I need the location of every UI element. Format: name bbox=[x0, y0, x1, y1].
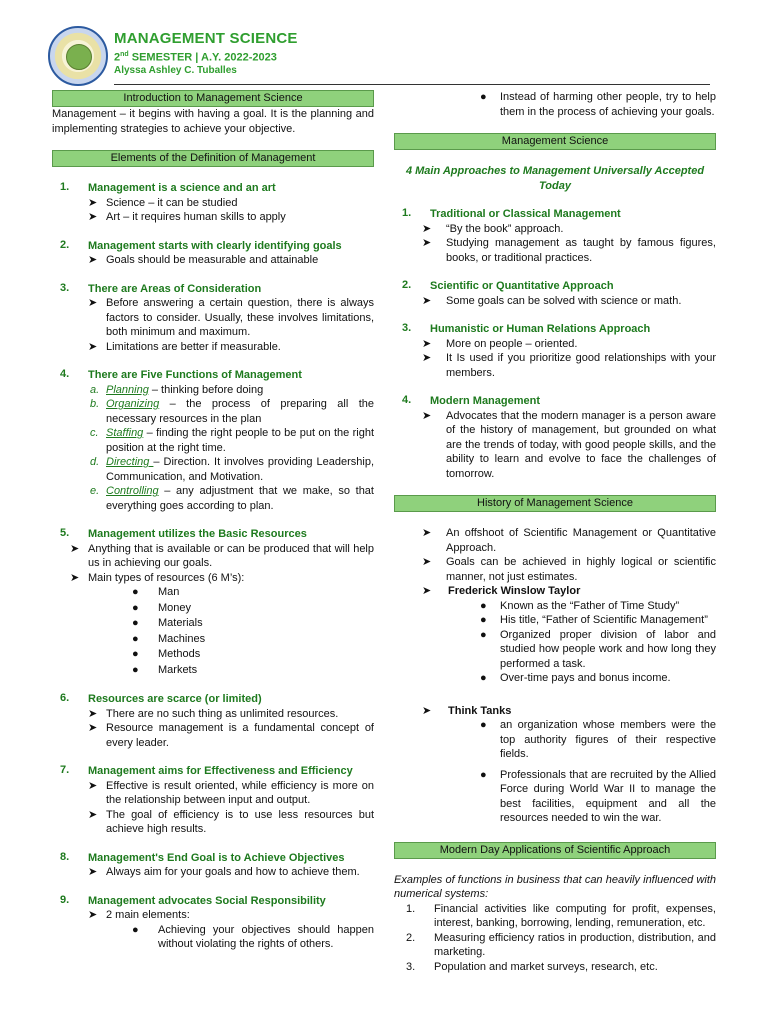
function-term: Staffing bbox=[106, 427, 144, 439]
ordered-text: Population and market surveys, research, etc. bbox=[434, 960, 658, 973]
bullet-item bbox=[394, 613, 716, 628]
sub-text: Goals can be achieved in highly logical or scientific manner, not just estimates. bbox=[446, 556, 716, 583]
sub-text: Science – it can be studied bbox=[106, 196, 238, 209]
list-number: 1. bbox=[402, 207, 412, 219]
bullet-item bbox=[394, 599, 716, 614]
header-rule bbox=[114, 84, 710, 85]
arrow-bullet-icon: ➤ bbox=[70, 571, 80, 584]
bullet-text: Known as the “Father of Time Study” bbox=[500, 599, 680, 612]
sub-item bbox=[52, 253, 374, 268]
sub-item bbox=[52, 721, 374, 750]
bullet-text: Professionals that are recruited by the Allied Force during World War II to manage the best facilities, equipment and all the resources needed to win the war. bbox=[500, 768, 716, 824]
arrow-bullet-icon: ➤ bbox=[88, 340, 98, 353]
arrow-bullet-icon: ➤ bbox=[422, 237, 432, 249]
spacer bbox=[52, 750, 374, 764]
arrow-bullet-icon: ➤ bbox=[422, 527, 432, 539]
sub-item bbox=[52, 707, 374, 722]
function-term: Directing bbox=[106, 456, 154, 468]
resource-text: Man bbox=[158, 586, 180, 598]
sub-item bbox=[52, 542, 374, 571]
bullet-text: an organization whose members were the top authority figures of their respective fields. bbox=[500, 719, 716, 760]
list-number: 6. bbox=[60, 692, 70, 704]
spacer bbox=[52, 268, 374, 282]
sub-item bbox=[52, 210, 374, 225]
resource-item bbox=[52, 601, 374, 617]
doc-title: MANAGEMENT SCIENCE bbox=[114, 30, 298, 47]
function-letter: e. bbox=[90, 485, 100, 497]
list-item bbox=[394, 322, 716, 337]
sub-item bbox=[52, 296, 374, 340]
resource-text: Materials bbox=[158, 617, 203, 629]
bullet-item bbox=[394, 628, 716, 672]
resource-text: Markets bbox=[158, 663, 198, 676]
function-letter: a. bbox=[90, 383, 100, 396]
resource-item bbox=[52, 632, 374, 648]
spacer bbox=[52, 880, 374, 894]
right-column bbox=[394, 90, 716, 974]
section-elements-title: Elements of the Definition of Management bbox=[52, 150, 374, 167]
dot-bullet-icon: ● bbox=[480, 768, 487, 781]
arrow-bullet-icon: ➤ bbox=[422, 222, 432, 235]
list-heading: Management starts with clearly identifying goals bbox=[88, 239, 342, 252]
sub-text: Some goals can be solved with science or math. bbox=[446, 294, 682, 307]
list-item bbox=[394, 207, 716, 222]
function-term: Organizing bbox=[106, 398, 160, 410]
section-history-title: History of Management Science bbox=[394, 495, 716, 512]
dot-bullet-icon: ● bbox=[132, 586, 139, 598]
list-item bbox=[52, 764, 374, 779]
list-heading: Management's End Goal is to Achieve Objectives bbox=[88, 851, 345, 864]
sub-item bbox=[52, 779, 374, 808]
bullet-item bbox=[394, 671, 716, 686]
think-tanks-heading: ➤ Think Tanks bbox=[422, 704, 512, 717]
intro-paragraph: Management – it begins with having a goal. It is the planning and implementing strategies to achieve your objective. bbox=[52, 108, 374, 135]
sub-text: More on people – oriented. bbox=[446, 337, 578, 350]
sub-item bbox=[394, 555, 716, 584]
list-item: 4. There are Five Functions of Management bbox=[60, 368, 302, 381]
sub-item bbox=[52, 571, 374, 586]
arrow-bullet-icon: ➤ bbox=[88, 866, 98, 878]
arrow-bullet-icon: ➤ bbox=[88, 254, 98, 266]
section-modern-title: Modern Day Applications of Scientific Approach bbox=[394, 842, 716, 859]
spacer bbox=[394, 308, 716, 322]
spacer bbox=[52, 354, 374, 368]
dot-bullet-icon: ● bbox=[132, 632, 139, 645]
list-item bbox=[394, 279, 716, 294]
list-number: 7. bbox=[60, 764, 70, 776]
modern-intro: Examples of functions in business that can heavily influenced with numerical systems: bbox=[394, 873, 716, 900]
sub-item bbox=[394, 409, 716, 482]
sub-item bbox=[394, 526, 716, 555]
sub-text: Always aim for your goals and how to achieve them. bbox=[106, 866, 360, 878]
sub-item bbox=[52, 808, 374, 837]
arrow-bullet-icon: ➤ bbox=[422, 337, 432, 350]
list-heading: Traditional or Classical Management bbox=[430, 208, 621, 220]
sub-item: ➤ 2 main elements: bbox=[88, 909, 190, 921]
dot-bullet-icon: ● bbox=[480, 672, 487, 684]
function-term: Planning bbox=[106, 383, 149, 396]
function-letter: d. bbox=[90, 456, 100, 468]
bullet-text: His title, “Father of Scientific Management” bbox=[500, 614, 708, 626]
arrow-bullet-icon: ➤ bbox=[422, 556, 432, 568]
arrow-bullet-icon: ➤ bbox=[88, 297, 98, 309]
sub-text: Resource management is a fundamental concept of every leader. bbox=[106, 722, 374, 749]
taylor-heading: ➤ Frederick Winslow Taylor bbox=[422, 585, 581, 597]
ordered-text: Financial activities like computing for profit, expenses, interest, banking, borrowing, lending, remuneration, etc. bbox=[434, 902, 716, 929]
dot-bullet-icon: ● bbox=[132, 601, 139, 614]
function-item bbox=[52, 383, 374, 398]
approaches-title: 4 Main Approaches to Management Universally Accepted Today bbox=[405, 165, 705, 192]
arrow-bullet-icon: ➤ bbox=[422, 294, 432, 307]
function-item bbox=[52, 484, 374, 513]
function-desc: – finding the right people to be put on the right position at the right time. bbox=[106, 427, 374, 454]
bullet-text: Achieving your objectives should happen without violating the rights of others. bbox=[158, 923, 374, 950]
function-item bbox=[52, 455, 374, 484]
sub-text: Before answering a certain question, there is always factors to consider. Usually, these involves limitations, both minimum and maximum. bbox=[106, 297, 374, 338]
university-seal-icon bbox=[48, 26, 108, 86]
dot-bullet-icon: ● bbox=[132, 617, 139, 629]
function-desc: – any adjustment that we make, so that everything goes according to plan. bbox=[106, 485, 374, 512]
sub-item bbox=[394, 294, 716, 309]
sub-text: Art – it requires human skills to apply bbox=[106, 211, 286, 223]
list-number: 4. bbox=[402, 394, 412, 406]
list-heading: Scientific or Quantitative Approach bbox=[430, 280, 614, 292]
bullet-item bbox=[394, 718, 716, 762]
arrow-bullet-icon: ➤ bbox=[88, 808, 98, 821]
function-desc: – thinking before doing bbox=[148, 383, 264, 396]
sub-text: Effective is result oriented, while efficiency is more on the relationship between input and output. bbox=[106, 779, 374, 806]
function-item bbox=[52, 397, 374, 426]
list-heading: Management aims for Effectiveness and Efficiency bbox=[88, 765, 353, 777]
list-heading: There are Areas of Consideration bbox=[88, 282, 262, 295]
function-desc: – the process of preparing all the necessary resources in the plan bbox=[106, 398, 374, 425]
ordered-item bbox=[394, 931, 716, 960]
function-item bbox=[52, 426, 374, 455]
dot-bullet-icon: ● bbox=[480, 719, 487, 731]
list-number: 1. bbox=[60, 181, 70, 193]
ordered-item bbox=[394, 902, 716, 931]
dot-bullet-icon: ● bbox=[132, 923, 139, 936]
list-number: 3. bbox=[402, 322, 412, 334]
sub-item bbox=[52, 196, 374, 211]
arrow-bullet-icon: ➤ bbox=[422, 409, 432, 422]
ordered-text: Measuring efficiency ratios in production, distribution, and marketing. bbox=[434, 931, 716, 958]
list-item bbox=[52, 181, 374, 196]
sub-item bbox=[394, 351, 716, 380]
sub-text: Main types of resources (6 M’s): bbox=[88, 571, 245, 584]
resource-item bbox=[52, 663, 374, 679]
list-number: 2. bbox=[60, 238, 70, 251]
list-number: 3. bbox=[60, 281, 70, 294]
bullet-item bbox=[52, 923, 374, 952]
resource-text: Machines bbox=[158, 632, 206, 645]
arrow-bullet-icon: ➤ bbox=[422, 352, 432, 364]
resource-item bbox=[52, 585, 374, 601]
list-heading: Modern Management bbox=[430, 395, 541, 407]
dot-bullet-icon: ● bbox=[132, 648, 139, 660]
sub-text: An offshoot of Scientific Management or Quantitative Approach. bbox=[446, 527, 716, 554]
resource-item bbox=[52, 647, 374, 663]
spacer bbox=[394, 265, 716, 279]
resource-item bbox=[52, 616, 374, 632]
dot-bullet-icon: ● bbox=[132, 663, 139, 676]
bullet-item: ● Instead of harming other people, try to help them in the process of achieving your goals. bbox=[480, 91, 716, 118]
arrow-bullet-icon: ➤ bbox=[88, 707, 98, 720]
sub-item bbox=[52, 340, 374, 355]
sub-text: The goal of efficiency is to use less resources but achieve high results. bbox=[106, 808, 374, 835]
arrow-bullet-icon: ➤ bbox=[88, 196, 98, 209]
list-item bbox=[52, 282, 374, 297]
function-letter: b. bbox=[90, 398, 100, 410]
arrow-bullet-icon: ➤ bbox=[88, 211, 98, 223]
sub-item bbox=[394, 337, 716, 352]
list-item bbox=[52, 851, 374, 866]
page-header bbox=[48, 22, 728, 86]
bullet-text: Organized proper division of labor and studied how people work and how long they performed a task. bbox=[500, 628, 716, 670]
function-desc: – Direction. It involves providing Leadership, Communication, and Motivation. bbox=[106, 456, 374, 483]
sub-text: Studying management as taught by famous figures, books, or traditional practices. bbox=[446, 237, 716, 264]
function-term: Controlling bbox=[106, 485, 159, 497]
arrow-bullet-icon: ➤ bbox=[88, 779, 98, 792]
arrow-bullet-icon: ➤ bbox=[88, 722, 98, 734]
sub-text: There are no such thing as unlimited resources. bbox=[106, 707, 339, 720]
semester-line: 2nd SEMESTER | A.Y. 2022-2023 bbox=[114, 51, 277, 64]
dot-bullet-icon: ● bbox=[480, 614, 487, 626]
dot-bullet-icon: ● bbox=[480, 628, 487, 641]
sub-text: Limitations are better if measurable. bbox=[106, 340, 281, 353]
list-item bbox=[52, 239, 374, 254]
list-heading: Resources are scarce (or limited) bbox=[88, 693, 262, 705]
function-letter: c. bbox=[90, 427, 99, 439]
bullet-item bbox=[394, 768, 716, 826]
list-number: 3. bbox=[406, 960, 416, 973]
list-item bbox=[52, 692, 374, 707]
bullet-text: Over-time pays and bonus income. bbox=[500, 672, 671, 684]
sub-item bbox=[52, 865, 374, 880]
sub-item bbox=[394, 222, 716, 237]
list-heading: Management is a science and an art bbox=[88, 182, 276, 194]
resource-text: Money bbox=[158, 601, 192, 614]
section-ms-title: Management Science bbox=[394, 133, 716, 150]
sub-text: It Is used if you prioritize good relationships with your members. bbox=[446, 352, 716, 379]
spacer bbox=[394, 481, 716, 495]
dot-bullet-icon: ● bbox=[480, 599, 487, 612]
ordered-item bbox=[394, 960, 716, 975]
resource-text: Methods bbox=[158, 648, 201, 660]
list-number: 8. bbox=[60, 850, 70, 863]
list-item: 9. Management advocates Social Responsibility bbox=[60, 893, 326, 907]
left-column bbox=[52, 90, 374, 952]
spacer bbox=[52, 225, 374, 239]
arrow-bullet-icon: ➤ bbox=[70, 542, 80, 555]
list-item: 5. Management utilizes the Basic Resources bbox=[60, 527, 307, 540]
author-name: Alyssa Ashley C. Tuballes bbox=[114, 65, 237, 76]
section-intro-title: Introduction to Management Science bbox=[52, 90, 374, 107]
list-item bbox=[394, 394, 716, 409]
sub-text: “By the book” approach. bbox=[446, 222, 564, 235]
list-number: 1. bbox=[406, 902, 416, 915]
sub-text: Anything that is available or can be produced that will help us in achieving our goals. bbox=[88, 542, 374, 569]
list-number: 2. bbox=[402, 279, 412, 291]
sub-text: Goals should be measurable and attainable bbox=[106, 254, 319, 266]
sub-item bbox=[394, 236, 716, 265]
spacer bbox=[52, 837, 374, 851]
spacer bbox=[394, 380, 716, 394]
list-number: 2. bbox=[406, 931, 416, 944]
sub-text: Advocates that the modern manager is a person aware of the history of management, but grounded on what are the trends of today, with good people skills, and the ability to learn and evolve to face the challenges of tomorrow. bbox=[446, 409, 716, 480]
list-heading: Humanistic or Human Relations Approach bbox=[430, 323, 651, 335]
